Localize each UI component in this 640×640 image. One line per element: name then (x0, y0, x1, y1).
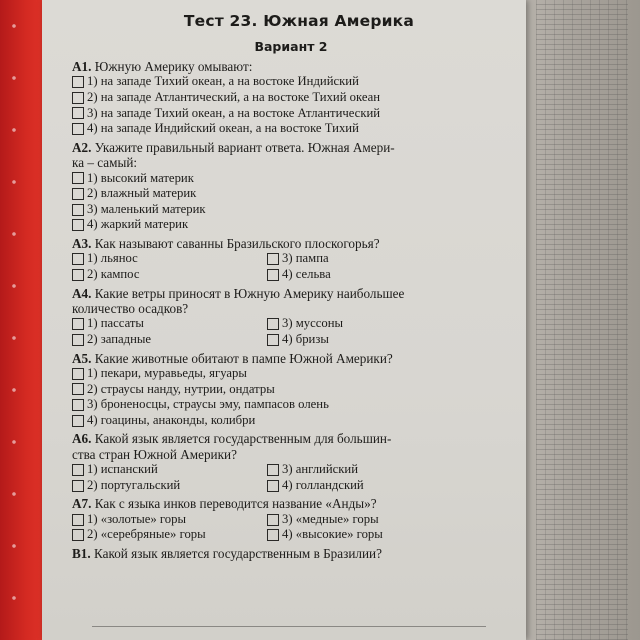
option[interactable] (267, 332, 477, 348)
question-a2 (72, 140, 502, 171)
answer-checkbox[interactable] (72, 269, 84, 281)
question-text: Южную Америку омывают: (94, 59, 253, 74)
answer-checkbox[interactable] (72, 188, 84, 200)
answer-checkbox[interactable] (72, 480, 84, 492)
options-two-columns (72, 512, 502, 543)
question-text-line1: Какие ветры приносят в Южную Америку наибольшее (94, 285, 405, 301)
option[interactable] (72, 186, 502, 202)
option[interactable] (72, 382, 502, 398)
option[interactable] (72, 90, 502, 106)
answer-checkbox[interactable] (72, 172, 84, 184)
answer-checkbox[interactable] (72, 92, 84, 104)
option-label: 4) жаркий материк (87, 217, 189, 232)
variant-label: Вариант 2 (254, 39, 328, 54)
test-content (72, 10, 502, 561)
option[interactable] (72, 527, 267, 543)
answer-checkbox[interactable] (267, 529, 279, 541)
question-number: А5. (72, 350, 92, 366)
answer-checkbox[interactable] (267, 480, 279, 492)
question-text-line2: ка – самый: (72, 155, 138, 171)
question-text-line1: Какой язык является государственным для большин- (94, 431, 392, 447)
question-number: А7. (72, 496, 92, 512)
option[interactable] (72, 171, 502, 187)
option-label: 4) гоацины, анаконды, колибри (87, 412, 256, 427)
question-text: Какие животные обитают в пампе Южной Америки? (94, 350, 393, 366)
answer-checkbox[interactable] (72, 318, 84, 330)
question-text: Как называют саванны Бразильского плоскогорья? (94, 235, 380, 251)
question-a7 (72, 496, 502, 511)
answer-checkbox[interactable] (267, 318, 279, 330)
option-label: 4) голландский (282, 477, 364, 492)
answer-checkbox[interactable] (72, 219, 84, 231)
option-label: 3) английский (282, 462, 359, 477)
question-text-line1: Укажите правильный вариант ответа. Южная Амери- (94, 139, 395, 155)
option[interactable] (72, 478, 267, 494)
options-two-columns (72, 316, 502, 347)
option[interactable] (72, 512, 267, 528)
question-number: А2. (72, 139, 92, 155)
answer-checkbox[interactable] (72, 334, 84, 346)
option-label: 3) пампа (282, 251, 329, 266)
option-label: 2) «серебряные» горы (87, 527, 206, 542)
option-label: 4) на западе Индийский океан, а на востоке Тихий (87, 121, 359, 136)
option[interactable] (72, 462, 267, 478)
bottom-rule (92, 626, 486, 627)
answer-checkbox[interactable] (72, 399, 84, 411)
question-text: Какой язык является государственным в Бразилии? (93, 545, 382, 561)
option-label: 3) маленький материк (87, 201, 206, 216)
option-label: 2) влажный материк (87, 186, 197, 201)
answer-checkbox[interactable] (72, 383, 84, 395)
answer-checkbox[interactable] (267, 269, 279, 281)
option-label: 2) на западе Атлантический, а на востоке Тихий океан (87, 90, 381, 104)
question-text: Как с языка инков переводится название «Анды»? (94, 496, 377, 512)
option-label: 4) сельва (282, 266, 331, 281)
option[interactable] (72, 366, 502, 382)
question-number: А4. (72, 285, 92, 301)
option[interactable] (72, 413, 502, 429)
question-number: А1. (72, 59, 92, 74)
answer-checkbox[interactable] (267, 334, 279, 346)
option[interactable] (72, 121, 502, 137)
test-title: Тест 23. Южная Америка (183, 12, 415, 30)
option-label: 1) высокий материк (87, 170, 194, 185)
option[interactable] (72, 316, 267, 332)
option-label: 1) испанский (87, 462, 158, 477)
option[interactable] (72, 332, 267, 348)
option[interactable] (72, 217, 502, 233)
answer-checkbox[interactable] (72, 514, 84, 526)
answer-checkbox[interactable] (72, 107, 84, 119)
question-a4 (72, 286, 502, 317)
question-text-line2: количество осадков? (72, 300, 189, 316)
answer-checkbox[interactable] (72, 253, 84, 265)
option[interactable] (267, 462, 477, 478)
option-label: 2) страусы нанду, нутрии, ондатры (87, 381, 275, 396)
option-label: 3) на западе Тихий океан, а на востоке Атлантический (87, 105, 381, 120)
answer-checkbox[interactable] (72, 529, 84, 541)
question-a1 (72, 59, 502, 74)
answer-checkbox[interactable] (72, 464, 84, 476)
answer-checkbox[interactable] (72, 123, 84, 135)
question-b1 (72, 546, 502, 561)
option-label: 1) «золотые» горы (87, 511, 187, 526)
question-a5 (72, 351, 502, 366)
question-a6 (72, 431, 502, 462)
option-label: 2) кампос (87, 266, 140, 281)
option[interactable] (267, 512, 477, 528)
option[interactable] (72, 74, 502, 90)
answer-checkbox[interactable] (267, 253, 279, 265)
option-label: 3) «медные» горы (282, 511, 379, 526)
option[interactable] (267, 316, 477, 332)
book-dot-pattern (6, 0, 22, 640)
option-label: 1) пекари, муравьеды, ягуары (87, 365, 247, 380)
red-book-edge (0, 0, 48, 640)
answer-checkbox[interactable] (267, 514, 279, 526)
answer-checkbox[interactable] (72, 368, 84, 380)
option-label: 1) льянос (87, 251, 138, 266)
background-grid (536, 0, 628, 640)
answer-checkbox[interactable] (72, 415, 84, 427)
option[interactable] (72, 106, 502, 122)
answer-checkbox[interactable] (72, 76, 84, 88)
question-number: В1. (72, 545, 91, 561)
option-label: 2) западные (87, 331, 152, 346)
answer-checkbox[interactable] (267, 464, 279, 476)
option-label: 4) «высокие» горы (282, 527, 383, 542)
options-two-columns (72, 462, 502, 493)
answer-checkbox[interactable] (72, 204, 84, 216)
option-label: 3) броненосцы, страусы эму, пампасов олень (87, 397, 329, 412)
option-label: 4) бризы (282, 331, 329, 346)
option[interactable] (267, 478, 477, 494)
option-label: 2) португальский (87, 477, 181, 492)
options-two-columns (72, 251, 502, 282)
option[interactable] (72, 397, 502, 413)
question-number: А3. (72, 235, 92, 251)
option[interactable] (267, 251, 477, 267)
question-a3 (72, 236, 502, 251)
option-label: 1) на западе Тихий океан, а на востоке Индийский (87, 74, 359, 89)
option[interactable] (72, 251, 267, 267)
background-sheet (522, 0, 640, 640)
question-number: А6. (72, 431, 92, 447)
option-label: 1) пассаты (87, 316, 144, 331)
question-text-line2: ства стран Южной Америки? (72, 446, 237, 462)
option[interactable] (72, 267, 267, 283)
option[interactable] (267, 527, 477, 543)
option-label: 3) муссоны (282, 316, 344, 331)
option[interactable] (267, 267, 477, 283)
option[interactable] (72, 202, 502, 218)
